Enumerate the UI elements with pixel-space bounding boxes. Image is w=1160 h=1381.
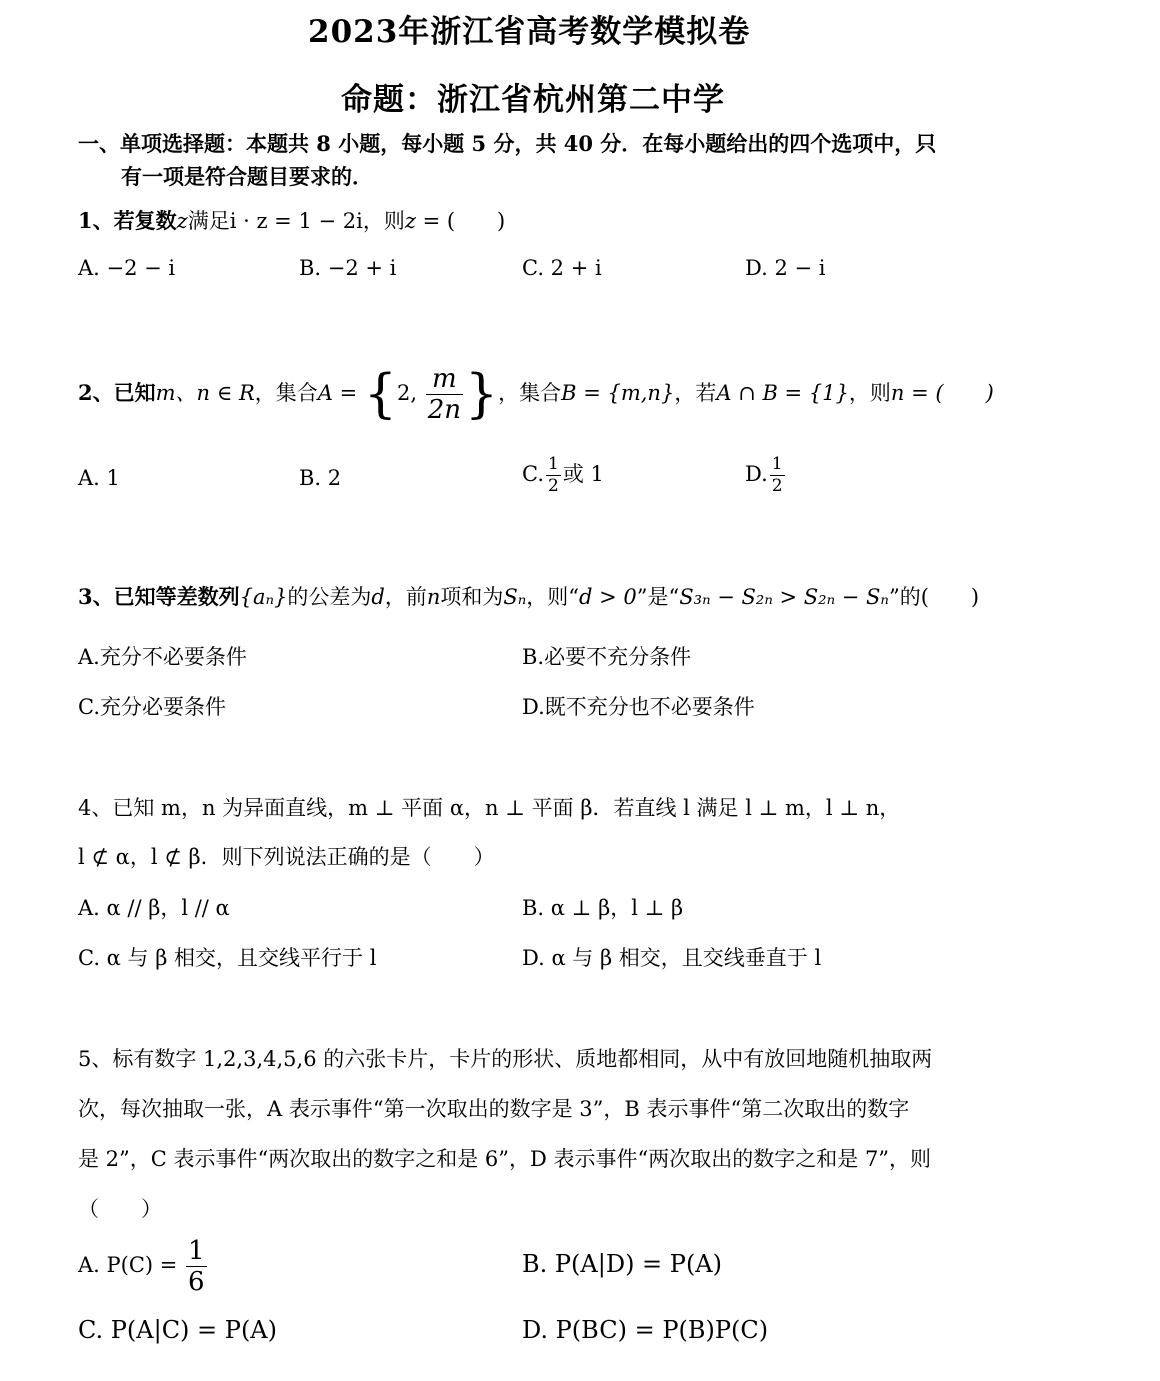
q1-option-d[interactable]: D. 2 − i: [745, 256, 826, 280]
q3-option-d[interactable]: D.既不充分也不必要条件: [522, 695, 755, 719]
q2-option-d-label: D.: [745, 462, 768, 486]
q2-option-c-den: 2: [548, 476, 559, 496]
q4-option-c[interactable]: C. α 与 β 相交，且交线平行于 l: [78, 946, 377, 970]
q2-option-d-den: 2: [771, 476, 783, 496]
q2-setA-left: A =: [317, 381, 364, 405]
q3-sequence: {aₙ}: [239, 585, 288, 609]
q2-number-prefix: 2、已知: [78, 380, 156, 405]
q5-option-d[interactable]: D. P(BC) = P(B)P(C): [522, 1316, 769, 1344]
q3-p7: ”的( ): [888, 585, 980, 609]
q2-right-brace: }: [465, 364, 499, 425]
q1-var-z: z: [176, 209, 188, 233]
q2-option-d[interactable]: [745, 456, 787, 495]
question-5-line4: （ ）: [78, 1197, 162, 1221]
q3-n: n: [426, 585, 441, 609]
q2-option-c-label: C.: [522, 462, 544, 486]
q5-option-a-expr: A. P(C) =: [78, 1253, 185, 1277]
q1-var-z2: z: [404, 209, 416, 233]
q3-sn: Sₙ: [503, 585, 527, 609]
q5-option-a-fraction: [186, 1238, 207, 1295]
q2-frac-den: 2n: [427, 395, 462, 425]
q1-equation: i · z = 1 − 2i: [229, 209, 363, 233]
q1-option-a[interactable]: A. −2 − i: [78, 256, 176, 280]
q2-option-c-post: 或 1: [562, 462, 604, 486]
q3-p4: 项和为: [440, 585, 504, 609]
question-5-line3: 是 2”，C 表示事件“两次取出的数字之和是 6”，D 表示事件“两次取出的数字之和是 7”，则: [78, 1147, 932, 1171]
q1-option-c[interactable]: C. 2 + i: [522, 256, 602, 280]
q2-option-d-fraction: [770, 456, 785, 495]
section-heading-line1: 一、单项选择题：本题共 8 小题，每小题 5 分，共 40 分．在每小题给出的四个选项中，只: [78, 131, 937, 156]
q1-option-b[interactable]: B. −2 + i: [299, 256, 397, 280]
q2-option-c[interactable]: [522, 456, 604, 495]
q2-text1: ，集合: [254, 381, 318, 405]
q2-left-brace: {: [363, 364, 397, 425]
q3-p3: ，前: [384, 585, 427, 609]
q2-mn: m、n ∈ R: [155, 381, 255, 405]
q2-frac-num: m: [432, 364, 457, 394]
q2-option-d-num: 1: [771, 454, 783, 474]
question-2: [78, 358, 994, 428]
q3-p2: 的公差为: [287, 585, 372, 609]
q5-option-a-num: 1: [188, 1236, 205, 1266]
q2-text3: ，若: [674, 381, 717, 405]
q3-number-prefix: 3、已知等差数列: [78, 584, 240, 609]
q1-number-prefix: 1、若复数: [78, 208, 177, 233]
q2-text4: ，则: [848, 381, 891, 405]
question-4-line2: l ⊄ α，l ⊄ β．则下列说法正确的是（ ）: [78, 845, 495, 869]
q1-text1: 满足: [187, 209, 230, 233]
exam-subtitle: 命题：浙江省杭州第二中学: [341, 82, 725, 118]
question-3: [78, 581, 979, 611]
q2-option-b[interactable]: B. 2: [299, 466, 342, 490]
q2-ask: n = ( ): [890, 381, 994, 405]
q2-setB: B = {m,n}: [561, 381, 675, 405]
question-5-line2: 次，每次抽取一张，A 表示事件“第一次取出的数字是 3”，B 表示事件“第二次取出的数字: [78, 1097, 910, 1121]
q5-option-b[interactable]: B. P(A|D) = P(A): [522, 1250, 723, 1278]
q1-tail: = ( ): [415, 209, 506, 233]
q5-option-a-den: 6: [188, 1267, 205, 1297]
q3-p6: ”是“: [636, 585, 680, 609]
question-5-line1: 5、标有数字 1,2,3,4,5,6 的六张卡片，卡片的形状、质地都相同，从中有放回地随机抽取两: [78, 1047, 933, 1071]
q2-intersection: A ∩ B = {1}: [716, 381, 849, 405]
q2-option-c-num: 1: [548, 454, 559, 474]
q3-condition: d > 0: [579, 585, 637, 609]
q4-option-b[interactable]: B. α ⊥ β，l ⊥ β: [522, 896, 684, 920]
q2-fraction: [426, 366, 463, 423]
q5-option-c[interactable]: C. P(A|C) = P(A): [78, 1316, 277, 1344]
section-heading-line2: 有一项是符合题目要求的．: [121, 164, 373, 189]
q4-option-a[interactable]: A. α // β，l // α: [78, 896, 230, 920]
q2-option-c-fraction: [546, 456, 561, 495]
q3-d: d: [371, 585, 385, 609]
q2-setA-el1: 2,: [397, 381, 424, 405]
question-1: [78, 205, 505, 235]
q3-option-b[interactable]: B.必要不充分条件: [522, 645, 692, 669]
q2-option-a[interactable]: A. 1: [78, 466, 120, 490]
q3-inequality: S₃ₙ − S₂ₙ > S₂ₙ − Sₙ: [679, 585, 889, 609]
exam-title: 2023年浙江省高考数学模拟卷: [308, 14, 751, 50]
q1-text2: ，则: [362, 209, 405, 233]
q5-option-a[interactable]: [78, 1238, 209, 1295]
q3-option-a[interactable]: A.充分不必要条件: [78, 645, 247, 669]
q4-option-d[interactable]: D. α 与 β 相交，且交线垂直于 l: [522, 946, 822, 970]
q2-text2: ，集合: [498, 381, 562, 405]
q3-p5: ，则“: [526, 585, 580, 609]
q3-option-c[interactable]: C.充分必要条件: [78, 695, 226, 719]
question-4-line1: 4、已知 m，n 为异面直线，m ⊥ 平面 α，n ⊥ 平面 β．若直线 l 满足 l ⊥ m，l ⊥ n，: [78, 796, 901, 820]
